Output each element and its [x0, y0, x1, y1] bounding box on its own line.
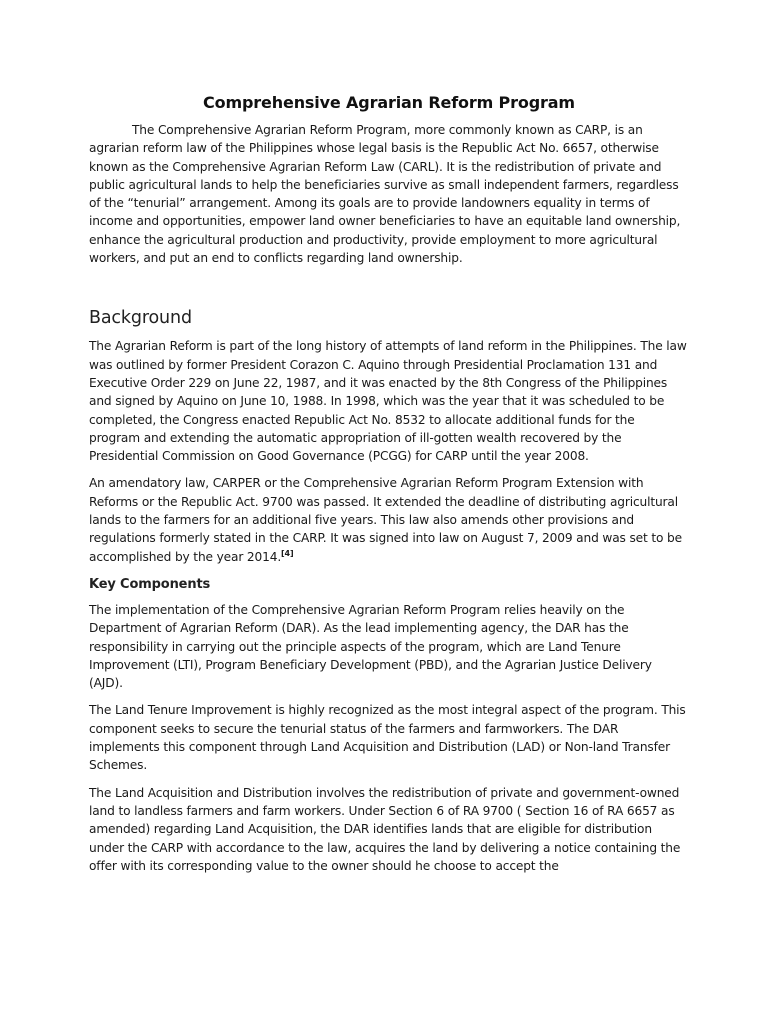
document-title: Comprehensive Agrarian Reform Program	[203, 93, 575, 112]
key-components-heading: Key Components	[89, 576, 211, 592]
background-heading: Background	[89, 308, 192, 329]
intro-paragraph: The Comprehensive Agrarian Reform Program, more commonly known as CARP, is an agrarian reform law of the Philippines whose legal basis is the Republic Act No. 6657, otherwise known as the Comprehensive Agrarian Reform Law (CARL). It is the redistribution of private and public agricultural lands to help the beneficiaries survive as small independent farmers, regardless of the “tenurial” arrangement. Among its goals are to provide landowners equality in terms of income and opportunities, empower land owner beneficiaries to have an equitable land ownership, enhance the agricultural production and productivity, provide employment to more agricultural workers, and put an end to conflicts regarding land ownership.	[89, 123, 681, 266]
background-paragraph-2	[89, 474, 689, 565]
key-components-paragraph-1: The implementation of the Comprehensive Agrarian Reform Program relies heavily on the Department of Agrarian Reform (DAR). As the lead implementing agency, the DAR has the responsibility in carrying out the principle aspects of the program, which are Land Tenure Improvement (LTI), Program Beneficiary Development (PBD), and the Agrarian Justice Delivery (AJD).	[89, 602, 652, 691]
key-components-paragraph-2: The Land Tenure Improvement is highly recognized as the most integral aspect of the program. This component seeks to secure the tenurial status of the farmers and farmworkers. The DAR implements this component through Land Acquisition and Distribution (LAD) or Non-land Transfer Schemes.	[89, 703, 686, 773]
key-components-paragraph-3: The Land Acquisition and Distribution involves the redistribution of private and government-owned land to landless farmers and farm workers. Under Section 6 of RA 9700 ( Section 16 of RA 6657 as amended) regarding Land Acquisition, the DAR identifies lands that are eligible for distribution under the CARP with accordance to the law, acquires the land by delivering a notice containing the offer with its corresponding value to the owner should he choose to accept the	[89, 785, 681, 873]
citation-link[interactable]: [4]	[281, 548, 294, 558]
background-paragraph-1: The Agrarian Reform is part of the long history of attempts of land reform in the Philippines. The law was outlined by former President Corazon C. Aquino through Presidential Proclamation 131 and Executive Order 229 on June 22, 1987, and it was enacted by the 8th Congress of the Philippines and signed by Aquino on June 10, 1988. In 1998, which was the year that it was scheduled to be completed, the Congress enacted Republic Act No. 8532 to allocate additional funds for the program and extending the automatic appropriation of ill-gotten wealth recovered by the Presidential Commission on Good Governance (PCGG) for CARP until the year 2008.	[89, 339, 687, 464]
document-body	[89, 92, 689, 875]
background-paragraph-2-text: An amendatory law, CARPER or the Comprehensive Agrarian Reform Program Extension with Reforms or the Republic Act. 9700 was passed. It extended the deadline of distributing agricultural lands to the farmers for an additional five years. This law also amends other provisions and regulations formerly stated in the CARP. It was signed into law on August 7, 2009 and was set to be accomplished by the year 2014.	[89, 476, 682, 564]
